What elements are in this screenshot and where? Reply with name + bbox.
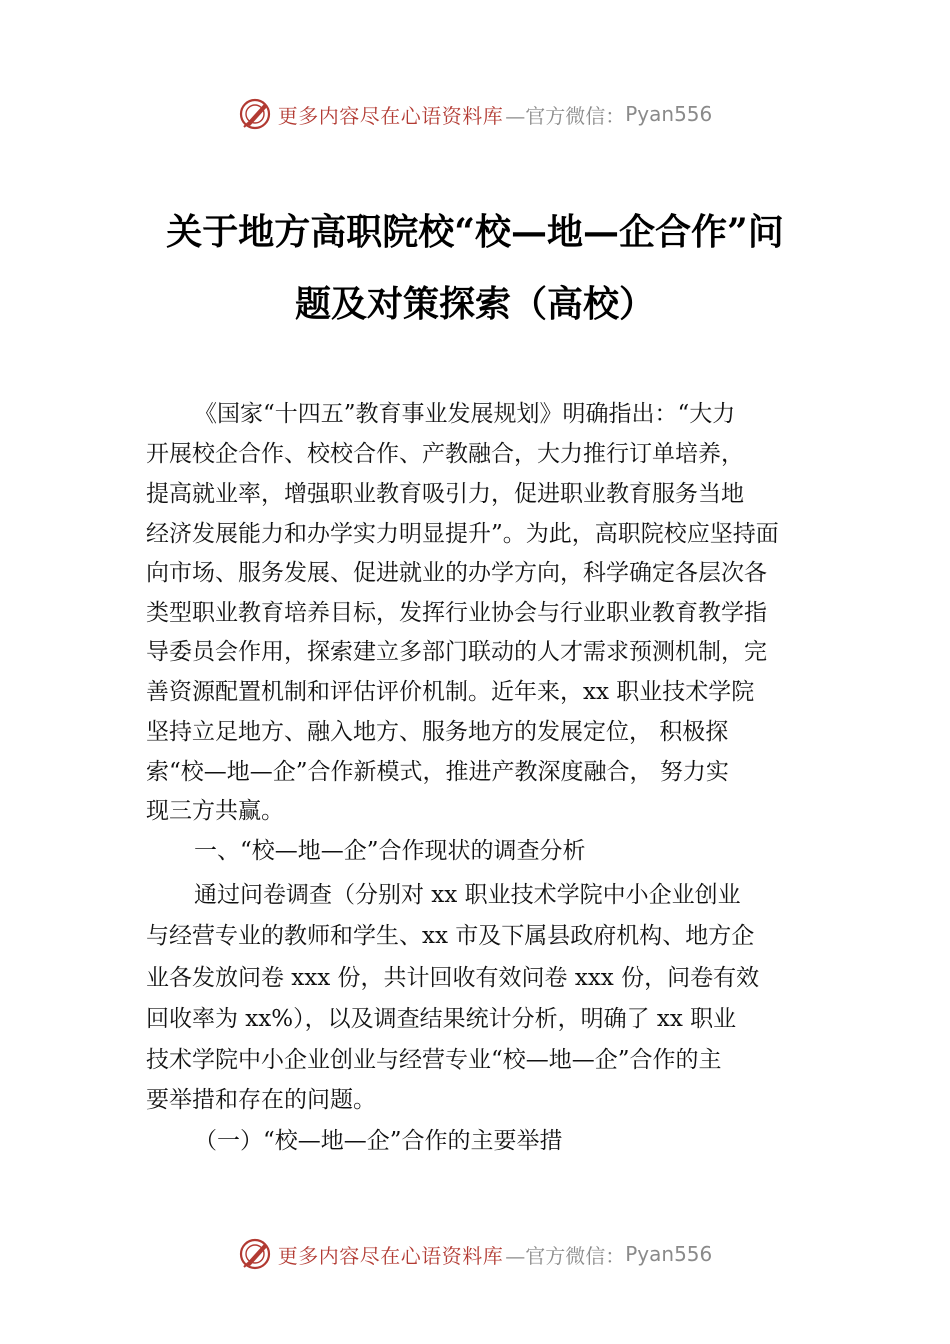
header-promo-text: 更多内容尽在心语资料库 xyxy=(277,103,504,128)
body-line: 要举措和存在的问题。 xyxy=(146,1087,376,1113)
body-line: 通过问卷调查（分别对 xx 职业技术学院中小企业创业 xyxy=(194,882,741,908)
document-title-line-1: 关于地方高职院校“校—地—企合作”问 xyxy=(166,211,784,253)
header-wechat-label: —官方微信： xyxy=(505,103,626,128)
body-line: 索“校—地—企”合作新模式，推进产教深度融合， 努力实 xyxy=(146,759,729,785)
body-line: 经济发展能力和办学实力明显提升”。为此，高职院校应坚持面 xyxy=(146,521,779,547)
body-line: 导委员会作用，探索建立多部门联动的人才需求预测机制，完 xyxy=(146,639,767,665)
body-line: 技术学院中小企业创业与经营专业“校—地—企”合作的主 xyxy=(146,1047,722,1073)
body-line: 开展校企合作、校校合作、产教融合，大力推行订单培养， xyxy=(146,441,744,467)
body-line: 坚持立足地方、融入地方、服务地方的发展定位， 积极探 xyxy=(146,719,729,745)
body-line: 业各发放问卷 xxx 份，共计回收有效问卷 xxx 份，问卷有效 xyxy=(146,965,760,991)
quill-logo-icon xyxy=(238,97,272,131)
body-line: 善资源配置机制和评估评价机制。近年来，xx 职业技术学院 xyxy=(146,679,755,705)
body-line: 《国家“十四五”教育事业发展规划》明确指出：“大力 xyxy=(194,401,736,427)
footer-promo-text: 更多内容尽在心语资料库 xyxy=(277,1243,504,1268)
footer-wechat-id: Pyan556 xyxy=(625,1242,713,1266)
body-line: 与经营专业的教师和学生、xx 市及下属县政府机构、地方企 xyxy=(146,923,755,949)
subsection-heading: （一）“校—地—企”合作的主要举措 xyxy=(194,1128,563,1154)
footer-wechat-label: —官方微信： xyxy=(505,1243,626,1268)
document-title-line-2: 题及对策探索（高校） xyxy=(294,283,655,325)
body-line: 现三方共赢。 xyxy=(146,798,284,824)
body-line: 回收率为 xx%），以及调查结果统计分析，明确了 xx 职业 xyxy=(146,1006,737,1032)
body-line: 提高就业率，增强职业教育吸引力，促进职业教育服务当地 xyxy=(146,481,744,507)
body-line: 类型职业教育培养目标，发挥行业协会与行业职业教育教学指 xyxy=(146,600,767,626)
footer-banner xyxy=(0,1234,950,1274)
body-line: 向市场、服务发展、促进就业的办学方向，科学确定各层次各 xyxy=(146,560,767,586)
section-heading: 一、“校—地—企”合作现状的调查分析 xyxy=(194,838,586,864)
quill-logo-icon xyxy=(238,1237,272,1271)
header-wechat-id: Pyan556 xyxy=(625,102,713,126)
header-banner xyxy=(0,94,950,134)
